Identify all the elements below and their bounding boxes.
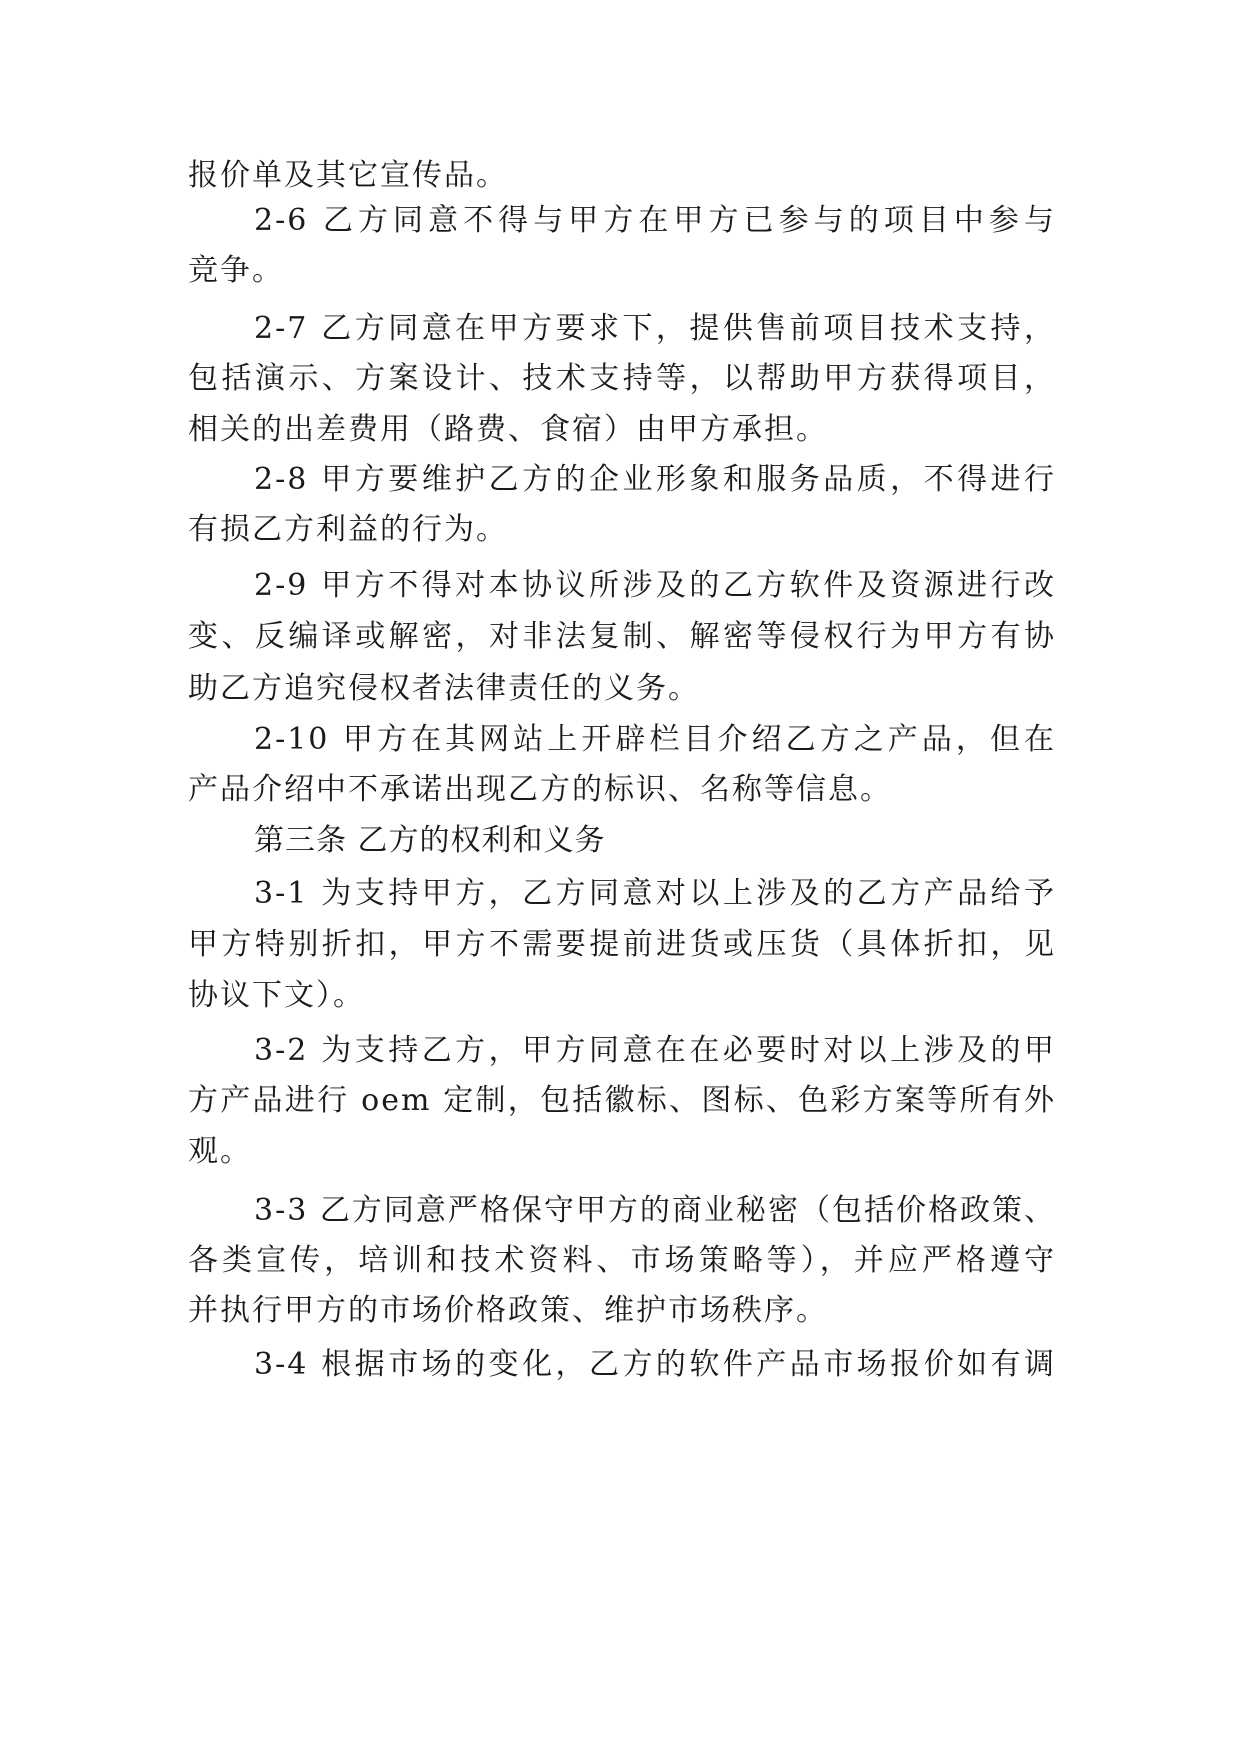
text-line: 助乙方追究侵权者法律责任的义务。 — [188, 671, 700, 706]
text-line: 观。 — [188, 1134, 252, 1169]
text-line: 产品介绍中不承诺出现乙方的标识、名称等信息。 — [188, 772, 892, 807]
text-line: 协议下文）。 — [188, 978, 365, 1013]
text-line: 包括演示、方案设计、技术支持等，以帮助甲方获得项目， — [188, 361, 1056, 396]
clause-2-7: 2-7 乙方同意在甲方要求下，提供售前项目技术支持， — [254, 311, 1056, 346]
clause-2-10: 2-10 甲方在其网站上开辟栏目介绍乙方之产品，但在 — [254, 722, 1056, 757]
text-line: 相关的出差费用（路费、食宿）由甲方承担。 — [188, 412, 828, 447]
text-line: 并执行甲方的市场价格政策、维护市场秩序。 — [188, 1293, 828, 1328]
clause-2-6: 2-6 乙方同意不得与甲方在甲方已参与的项目中参与 — [254, 203, 1056, 238]
section-heading: 第三条 乙方的权利和义务 — [254, 823, 606, 858]
text-line: 变、反编译或解密，对非法复制、解密等侵权行为甲方有协 — [188, 619, 1056, 654]
clause-2-8: 2-8 甲方要维护乙方的企业形象和服务品质，不得进行 — [254, 462, 1056, 497]
text-line: 方产品进行 oem 定制，包括徽标、图标、色彩方案等所有外 — [188, 1083, 1056, 1118]
text-line: 报价单及其它宣传品。 — [188, 158, 508, 193]
clause-3-4: 3-4 根据市场的变化，乙方的软件产品市场报价如有调 — [254, 1347, 1056, 1382]
clause-2-9: 2-9 甲方不得对本协议所涉及的乙方软件及资源进行改 — [254, 568, 1056, 603]
clause-3-1: 3-1 为支持甲方，乙方同意对以上涉及的乙方产品给予 — [254, 876, 1056, 911]
text-line: 有损乙方利益的行为。 — [188, 512, 508, 547]
clause-3-3: 3-3 乙方同意严格保守甲方的商业秘密（包括价格政策、 — [254, 1193, 1056, 1228]
clause-3-2: 3-2 为支持乙方，甲方同意在在必要时对以上涉及的甲 — [254, 1033, 1056, 1068]
text-line: 各类宣传，培训和技术资料、市场策略等），并应严格遵守 — [188, 1243, 1056, 1278]
text-line: 竞争。 — [188, 253, 284, 288]
text-line: 甲方特别折扣，甲方不需要提前进货或压货（具体折扣，见 — [188, 927, 1056, 962]
